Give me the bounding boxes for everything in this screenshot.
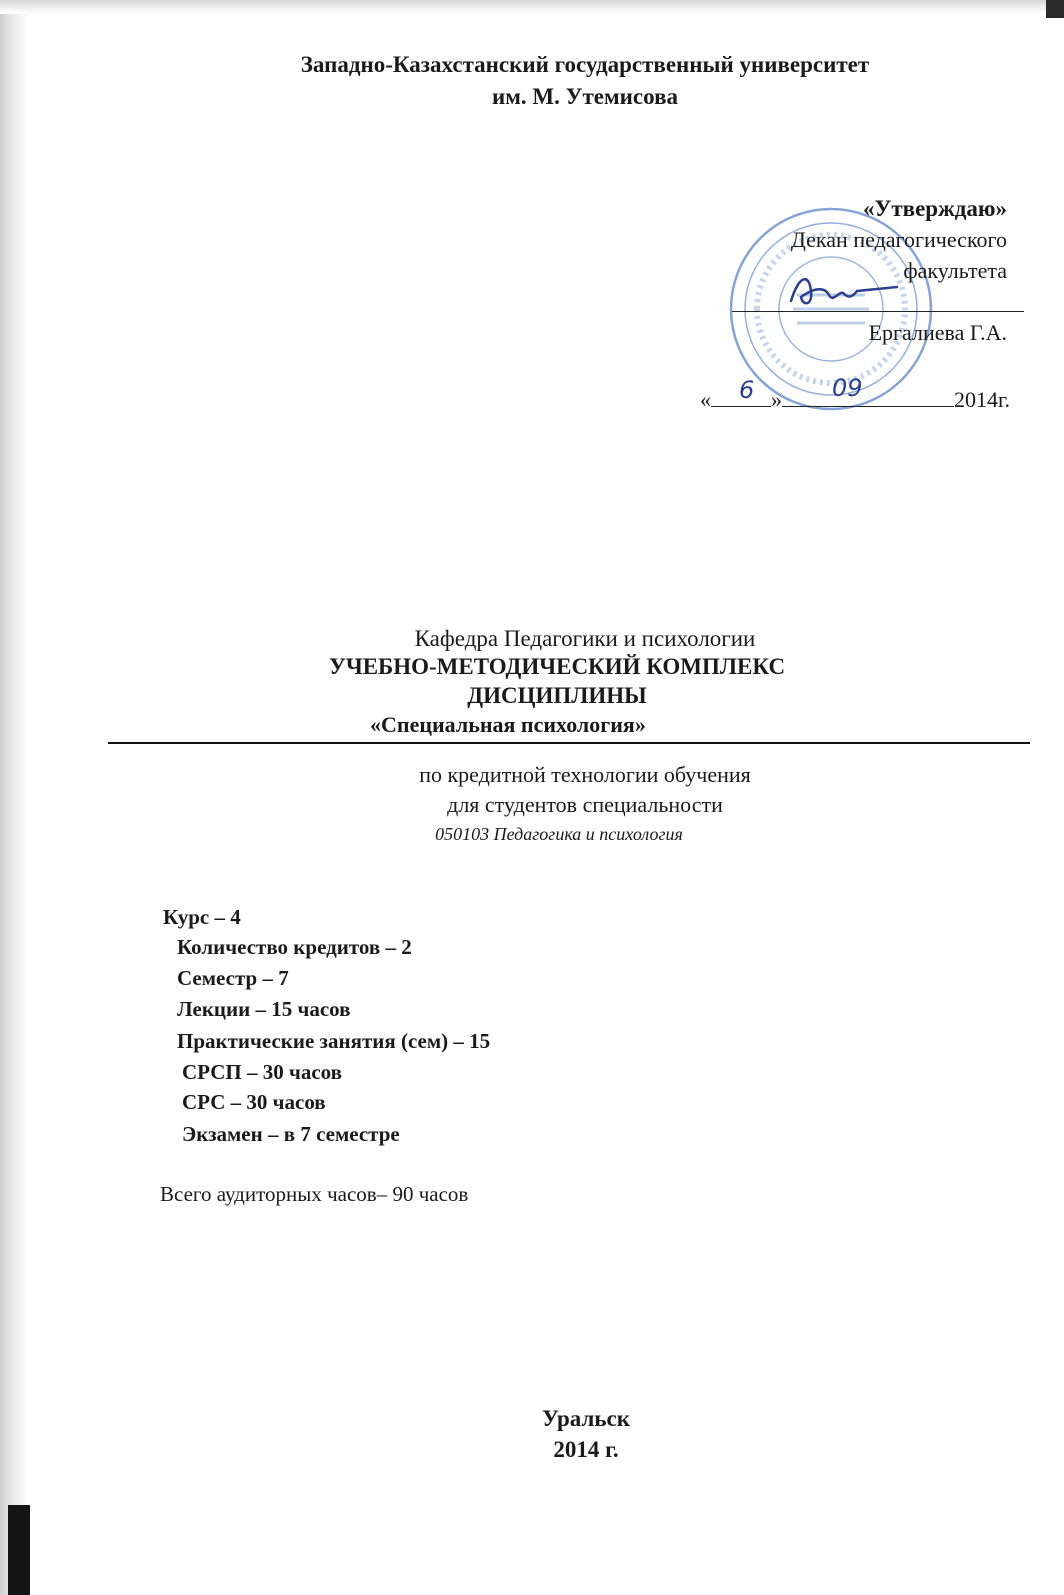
course-info-srs: СРС – 30 часов xyxy=(182,1090,326,1114)
complex-title-line1: УЧЕБНО-МЕТОДИЧЕСКИЙ КОМПЛЕКС xyxy=(328,654,786,679)
course-info-practice: Практические занятия (сем) – 15 xyxy=(177,1029,491,1053)
footer-year: 2014 г. xyxy=(553,1437,619,1462)
university-named-after: им. М. Утемисова xyxy=(492,84,678,109)
scan-mark-bottom-left xyxy=(8,1505,30,1595)
approval-role-line1: Декан педагогического xyxy=(790,227,1007,252)
date-close-quote: » xyxy=(771,387,782,412)
technology-line: по кредитной технологии обучения xyxy=(419,762,751,787)
date-year: 2014г. xyxy=(954,387,1011,412)
course-info-course: Курс – 4 xyxy=(163,905,241,929)
course-info-lectures: Лекции – 15 часов xyxy=(177,997,351,1021)
signature xyxy=(785,265,905,315)
specialty-line: 050103 Педагогика и психология xyxy=(435,824,683,844)
complex-title-line2: ДИСЦИПЛИНЫ xyxy=(467,683,647,708)
date-month-field xyxy=(782,374,954,407)
scan-edge-top xyxy=(0,0,1064,14)
date-month-handwritten: 09 xyxy=(832,374,863,402)
date-open-quote: « xyxy=(700,387,711,412)
university-name: Западно-Казахстанский государственный университет xyxy=(300,52,870,77)
course-info-semester: Семестр – 7 xyxy=(177,966,289,990)
total-hours: Всего аудиторных часов– 90 часов xyxy=(160,1182,469,1206)
students-line: для студентов специальности xyxy=(447,792,723,817)
approval-title: «Утверждаю» xyxy=(863,196,1007,221)
approval-role-line2: факультета xyxy=(903,258,1007,283)
footer-city: Уральск xyxy=(541,1406,630,1431)
discipline-name: «Специальная психология» xyxy=(370,712,646,737)
scan-mark-top-right xyxy=(1046,0,1064,18)
course-info-exam: Экзамен – в 7 семестре xyxy=(182,1122,400,1146)
approval-date xyxy=(700,374,1011,413)
course-info-credits: Количество кредитов – 2 xyxy=(177,935,412,959)
date-day-field xyxy=(711,376,771,407)
title-divider xyxy=(108,742,1030,744)
signature-line xyxy=(732,311,1024,312)
department-name: Кафедра Педагогики и психологии xyxy=(414,626,756,651)
date-day-handwritten: 6 xyxy=(739,376,755,404)
approver-name: Ергалиева Г.А. xyxy=(868,320,1007,345)
course-info-srsp: СРСП – 30 часов xyxy=(182,1060,342,1084)
